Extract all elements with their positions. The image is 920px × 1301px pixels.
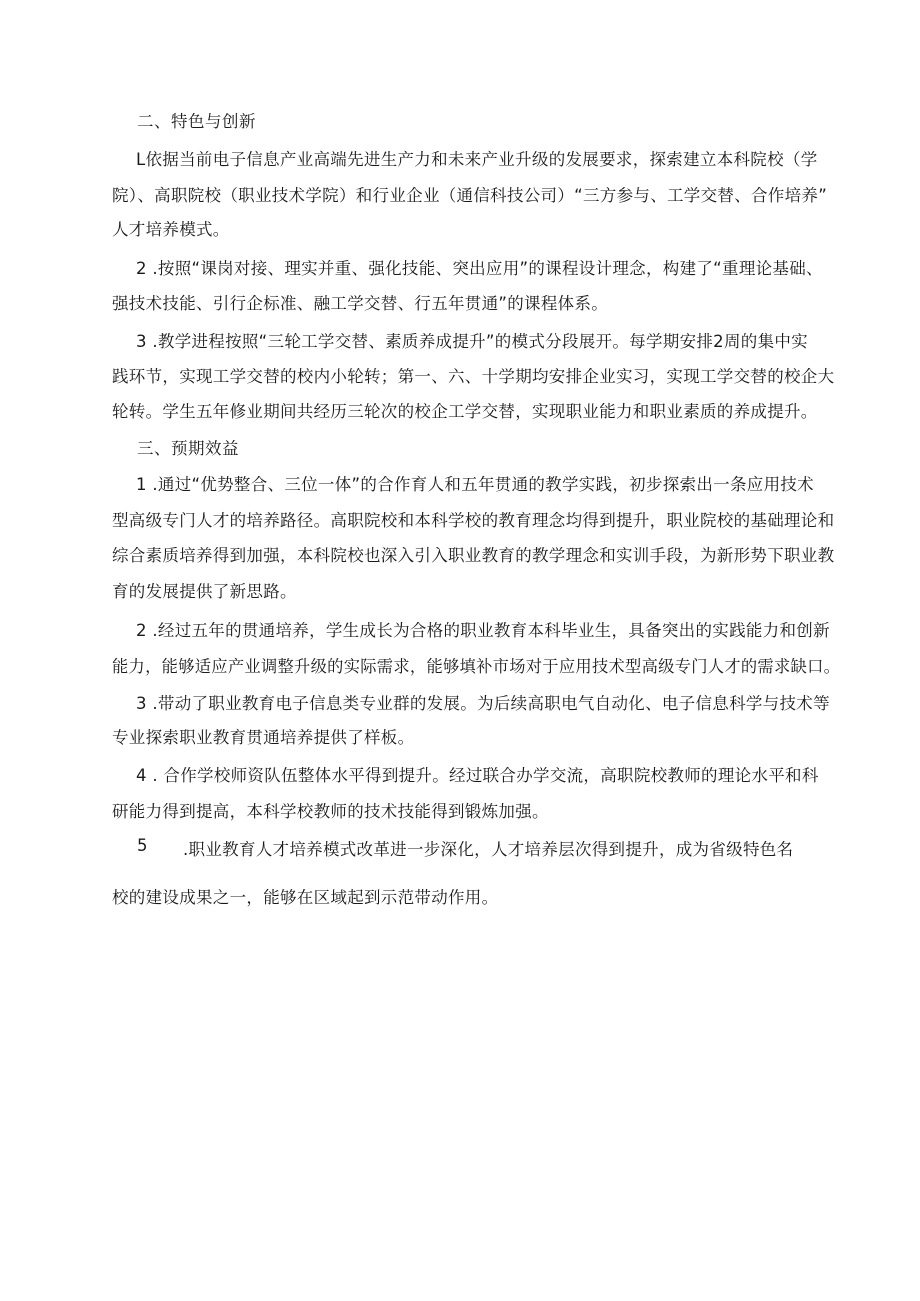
paragraph-line: L依据当前电子信息产业高端先进生产力和未来产业升级的发展要求，探索建立本科院校（学 <box>136 150 818 169</box>
paragraph-line: 院）、高职院校（职业技术学院）和行业企业（通信科技公司）“三方参与、工学交替、合作培养” <box>112 186 828 205</box>
paragraph-line: .职业教育人才培养模式改革进一步深化，人才培养层次得到提升，成为省级特色名 <box>183 840 794 859</box>
paragraph-line: 型高级专门人才的培养路径。高职院校和本科学校的教育理念均得到提升，职业院校的基础理论和 <box>112 511 835 530</box>
paragraph-line: 研能力得到提高，本科学校教师的技术技能得到锻炼加强。 <box>112 802 549 821</box>
paragraph-line: 2 .按照“课岗对接、理实并重、强化技能、突出应用”的课程设计理念，构建了“重理论基础、 <box>136 259 823 278</box>
section-heading-features: 二、特色与创新 <box>137 112 256 131</box>
paragraph-line: 育的发展提供了新思路。 <box>112 582 297 601</box>
paragraph-line: 专业探索职业教育贯通培养提供了样板。 <box>112 728 415 747</box>
paragraph-line: 轮转。学生五年修业期间共经历三轮次的校企工学交替，实现职业能力和职业素质的养成提升。 <box>112 402 818 421</box>
paragraph-line: 强技术技能、引行企标准、融工学交替、行五年贯通”的课程体系。 <box>112 294 609 313</box>
paragraph-line: 2 .经过五年的贯通培养，学生成长为合格的职业教育本科毕业生，具备突出的实践能力和创新 <box>136 621 830 640</box>
paragraph-line: 校的建设成果之一，能够在区域起到示范带动作用。 <box>112 888 499 907</box>
paragraph-line: 3 .教学进程按照“三轮工学交替、素质养成提升”的模式分段展开。每学期安排2周的集中实 <box>136 332 808 351</box>
list-number: 5 <box>137 836 148 855</box>
paragraph-line: 能力，能够适应产业调整升级的实际需求，能够填补市场对于应用技术型高级专门人才的需求缺口。 <box>112 657 841 676</box>
section-heading-benefits: 三、预期效益 <box>137 439 239 458</box>
paragraph-line: 综合素质培养得到加强，本科院校也深入引入职业教育的教学理念和实训手段，为新形势下职业教 <box>112 546 835 565</box>
paragraph-line: 1 .通过“优势整合、三位一体”的合作育人和五年贯通的教学实践，初步探索出一条应用技术 <box>136 475 814 494</box>
paragraph-line: 3 .带动了职业教育电子信息类专业群的发展。为后续高职电气自动化、电子信息科学与技术等 <box>136 694 830 713</box>
paragraph-line: 4 . 合作学校师资队伍整体水平得到提升。经过联合办学交流，高职院校教师的理论水平和科 <box>136 766 819 785</box>
paragraph-line: 践环节，实现工学交替的校内小轮转；第一、六、十学期均安排企业实习，实现工学交替的校企大 <box>112 367 835 386</box>
paragraph-line: 人才培养模式。 <box>112 220 230 239</box>
